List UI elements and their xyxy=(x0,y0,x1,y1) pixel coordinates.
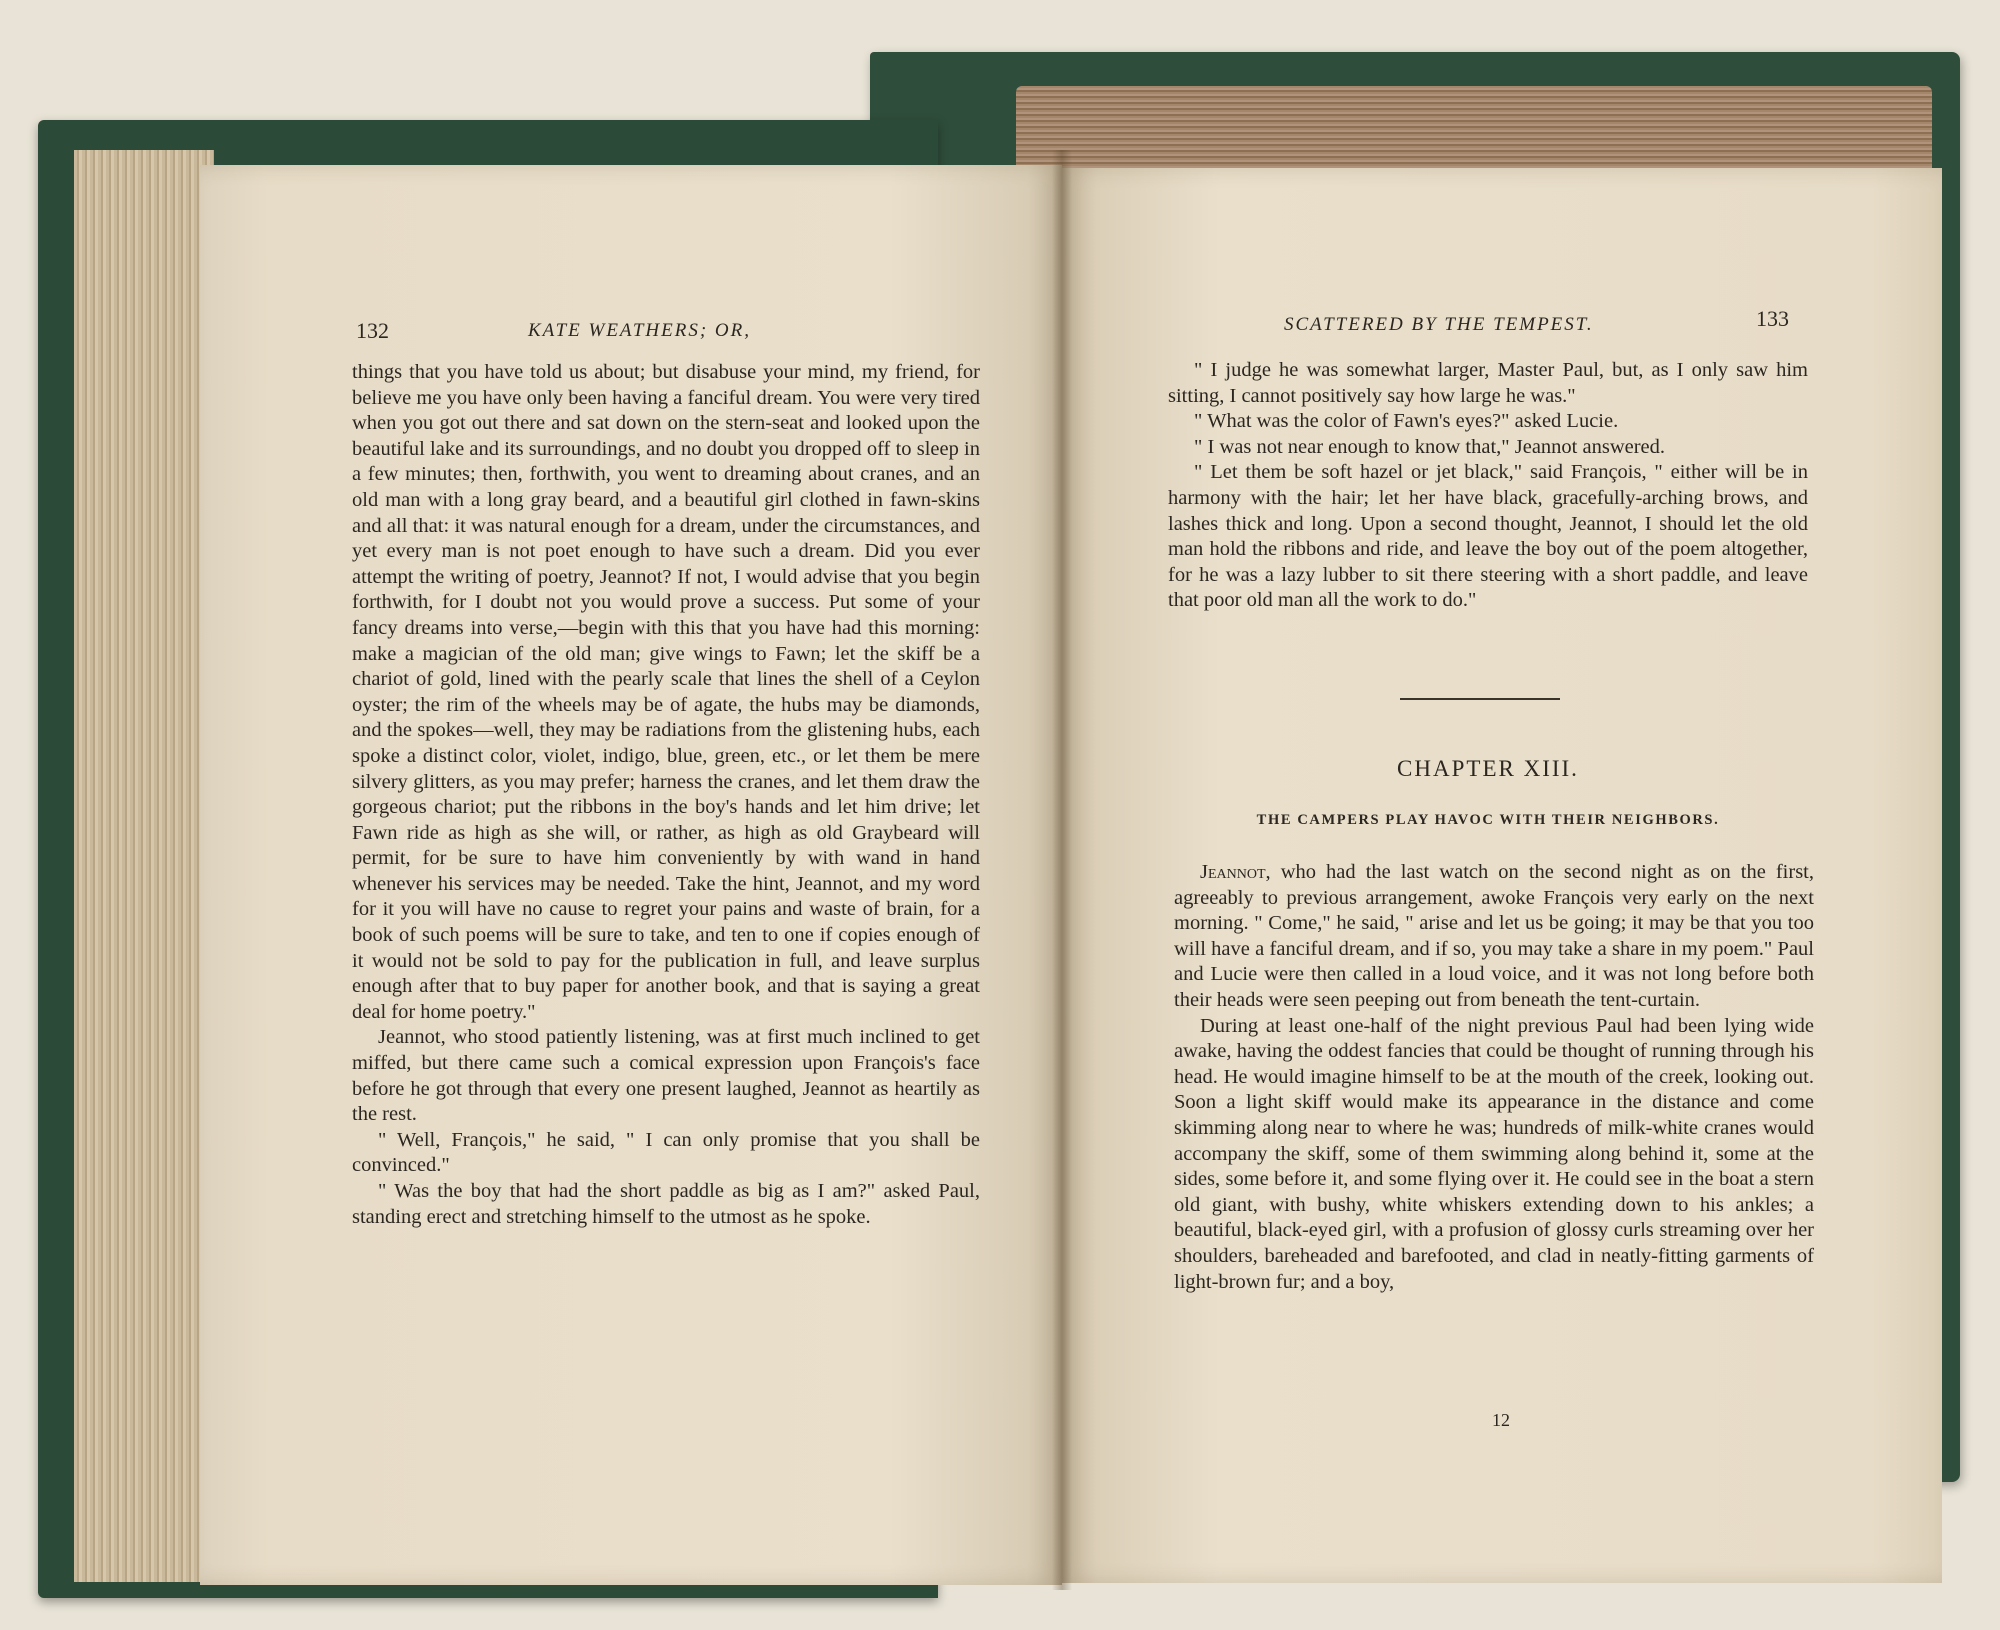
paragraph: " Let them be soft hazel or jet black," said François, " either will be in harmony with the hair; let her have black, gracefully-arching brows, and lashes thick and long. Upon a second thought, Jeannot, I should let the old man hold the ribbons and ride, and leave the boy out of the poem altogether, for he was a lazy lubber to sit there steering with a short paddle, and leave that poor old man all the work to do." xyxy=(1168,461,1808,612)
chapter-text xyxy=(1174,860,1814,1295)
chapter-heading: CHAPTER XIII. xyxy=(1397,756,1579,781)
right-running-head: SCATTERED BY THE TEMPEST. xyxy=(1284,314,1594,335)
paragraph: " Well, François," he said, " I can only promise that you shall be convinced." xyxy=(352,1128,980,1177)
section-rule xyxy=(1400,698,1560,700)
paragraph: " What was the color of Fawn's eyes?" asked Lucie. xyxy=(1194,410,1619,433)
chapter-first-para: who had the last watch on the second night as on the first, agreeably to previous arrangement, awoke François very early on the next morning. " Come," he said, " arise and let us be going; it may be that you too will have a fanciful dream, and if so, you may take a share in my poem." Paul and Lucie were then called in a loud voice, and it was not long before both their heads were seen peeping out from beneath the tent-curtain. xyxy=(1174,861,1814,1011)
book-gutter xyxy=(1052,150,1072,1590)
paragraph xyxy=(1174,860,1814,1014)
chapter-first-word: Jeannot, xyxy=(1200,861,1271,883)
paragraph: During at least one-half of the night previous Paul had been lying wide awake, having the oddest fancies that could be thought of running through his head. He would imagine himself to be at the mouth of the creek, looking out. Soon a light skiff would make its appearance in the distance and come skimming along near to where he was; hundreds of milk-white cranes would accompany the skiff, some of them swimming along behind it, some at the sides, some before it, and some flying over it. He could see in the boat a stern old giant, with bushy, white whiskers extending down to his ankles; a beautiful, black-eyed girl, with a profusion of glossy curls streaming over her shoulders, bareheaded and barefooted, and clad in neatly-fitting garments of light-brown fur; and a boy, xyxy=(1174,1014,1814,1293)
left-running-head: KATE WEATHERS; OR, xyxy=(528,320,751,341)
paragraph: things that you have told us about; but disabuse your mind, my friend, for believe me you have only been having a fanciful dream. You were very tired when you got out there and sat down on the stern-seat and looked upon the beautiful lake and its surroundings, and no doubt you dropped off to sleep in a few minutes; then, forthwith, you went to dreaming about cranes, and an old man with a long gray beard, and a beautiful girl clothed in fawn-skins and all that: it was natural enough for a dream, under the circumstances, and yet every man is not poet enough to have such a dream. Did you ever attempt the writing of poetry, Jeannot? If not, I would advise that you begin forthwith, for I doubt not you would prove a success. Put some of your fancy dreams into verse,—begin with this that you have had this morning: make a magician of the old man; give wings to Fawn; let the skiff be a chariot of gold, lined with the pearly scale that lines the shell of a Ceylon oyster; the rim of the wheels may be of agate, the hubs may be diamonds, and the spokes—well, they may be radiations from the glistening hubs, each spoke a distinct color, violet, indigo, blue, green, etc., or let them be mere silvery glitters, as you may prefer; harness the cranes, and let them draw the gorgeous chariot; put the ribbons in the boy's hands and let him drive; let Fawn ride as high as she will, or rather, as high as old Graybeard will permit, for be sure to have him conveniently by with wand in hand whenever his services may be needed. Take the hint, Jeannot, and my word for it you will have no cause to regret your pains and waste of brain, for a book of such poems will be sure to take, and ten to one if copies enough of it would not be sold to pay for the publication in full, and leave surplus enough after that to buy paper for another book, and that is saying a great deal for home poetry." xyxy=(352,361,980,1023)
chapter-subtitle: THE CAMPERS PLAY HAVOC WITH THEIR NEIGHBORS. xyxy=(1256,812,1720,828)
page-edges-top xyxy=(1016,86,1932,172)
left-page-number: 132 xyxy=(356,318,389,343)
paragraph: " Was the boy that had the short paddle as big as I am?" asked Paul, standing erect and stretching himself to the utmost as he spoke. xyxy=(352,1180,980,1228)
paragraph: Jeannot, who stood patiently listening, was at first much inclined to get miffed, but there came such a comical expression upon François's face before he got through that every one present laughed, Jeannot as heartily as the rest. xyxy=(352,1026,980,1126)
right-page-number: 133 xyxy=(1756,306,1789,331)
left-page-text xyxy=(352,360,980,1230)
paragraph: " I judge he was somewhat larger, Master Paul, but, as I only saw him sitting, I cannot positively say how large he was." xyxy=(1168,359,1808,407)
paragraph: " I was not near enough to know that," Jeannot answered. xyxy=(1194,435,1666,458)
signature-mark: 12 xyxy=(1492,1410,1510,1430)
page-edges-left xyxy=(74,150,214,1582)
right-page-text-top xyxy=(1168,358,1808,614)
